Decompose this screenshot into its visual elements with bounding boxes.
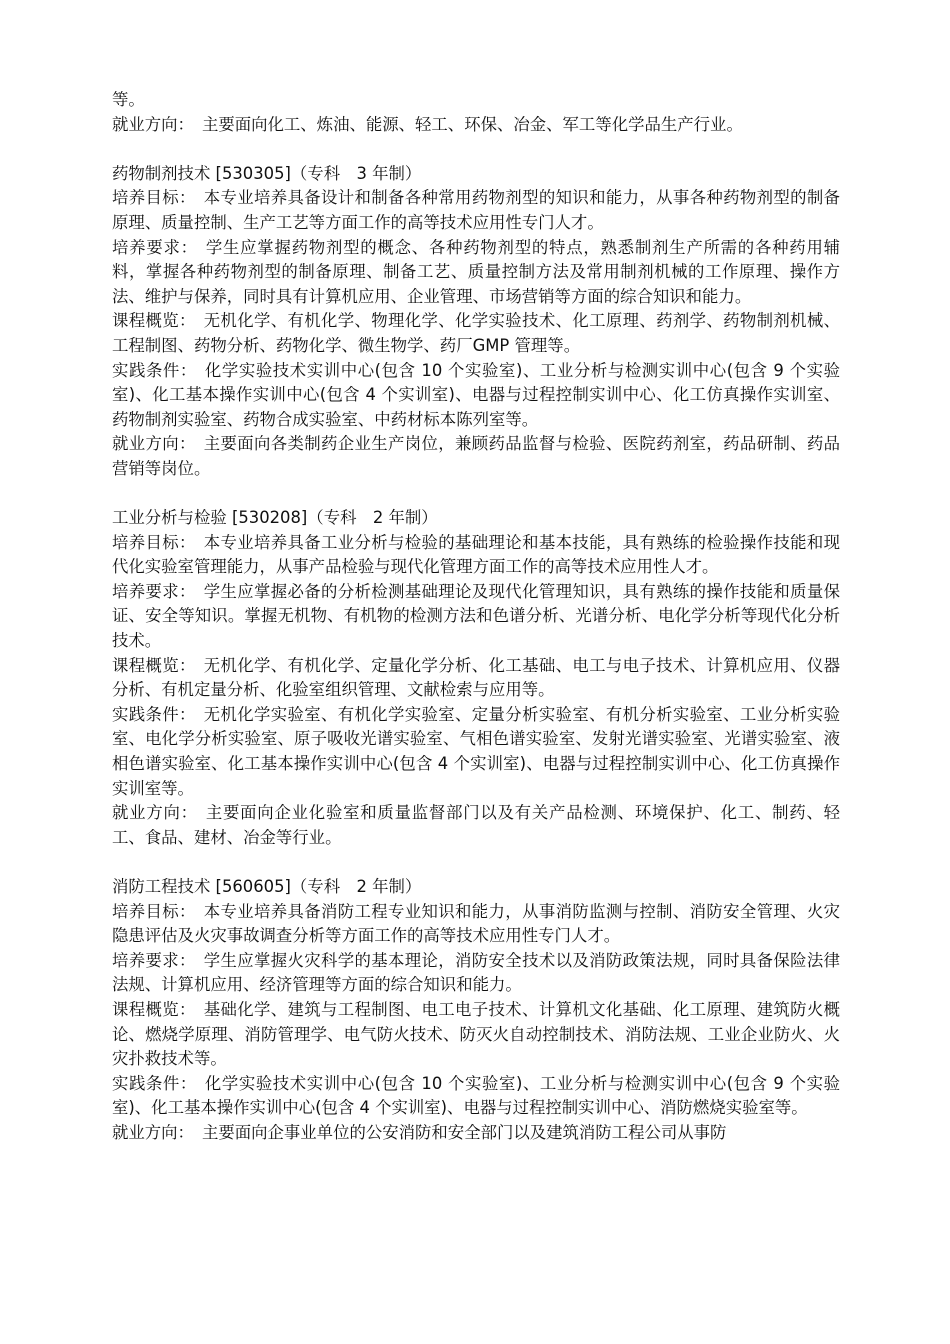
major-practice xyxy=(112,359,840,433)
intro-tail: 等。 xyxy=(112,90,145,109)
goal-text: 本专业培养具备消防工程专业知识和能力，从事消防监测与控制、消防安全管理、火灾隐患评估及火灾事故调查分析等方面工作的高等技术应用性专门人才。 xyxy=(112,901,841,946)
major-section-pharma xyxy=(112,162,840,482)
practice-text: 化学实验技术实训中心(包含 10 个实验室)、工业分析与检测实训中心(包含 9 个实验室)、化工基本操作实训中心(包含 4 个实训室)、电器与过程控制实训中心、消防燃烧实验室等。 xyxy=(112,1073,840,1118)
job-label: 就业方向： xyxy=(112,1122,194,1142)
intro-employment-text: 主要面向化工、炼油、能源、轻工、环保、冶金、军工等化学品生产行业。 xyxy=(201,114,743,134)
course-text: 无机化学、有机化学、定量化学分析、化工基础、电工与电子技术、计算机应用、仪器分析、有机定量分析、化验室组织管理、文献检索与应用等。 xyxy=(112,655,841,700)
course-text: 基础化学、建筑与工程制图、电工电子技术、计算机文化基础、化工原理、建筑防火概论、燃烧学原理、消防管理学、电气防火技术、防灭火自动控制技术、消防法规、工业企业防火、火灾扑救技术等。 xyxy=(112,999,841,1069)
major-title: 药物制剂技术 [530305]（专科 3 年制） xyxy=(112,163,422,183)
req-label: 培养要求： xyxy=(112,237,198,257)
major-requirements xyxy=(112,236,840,310)
course-label: 课程概览： xyxy=(112,999,196,1019)
practice-label: 实践条件： xyxy=(112,704,196,724)
major-goal xyxy=(112,186,840,235)
course-text: 无机化学、有机化学、物理化学、化学实验技术、化工原理、药剂学、药物制剂机械、工程制图、药物分析、药物化学、微生物学、药厂GMP 管理等。 xyxy=(112,311,841,355)
major-requirements xyxy=(112,580,840,654)
goal-label: 培养目标： xyxy=(112,532,196,552)
major-employment xyxy=(112,432,840,481)
major-courses xyxy=(112,654,840,703)
section-gap xyxy=(112,137,840,162)
major-practice xyxy=(112,1072,840,1121)
practice-text: 化学实验技术实训中心(包含 10 个实验室)、工业分析与检测实训中心(包含 9 个实验室)、化工基本操作实训中心(包含 4 个实训室)、电器与过程控制实训中心、化工仿真操作实训室、药物制剂实验室、药物合成实验室、中药材标本陈列室等。 xyxy=(112,360,840,429)
req-label: 培养要求： xyxy=(112,581,196,601)
req-text: 学生应掌握药物剂型的概念、各种药物剂型的特点，熟悉制剂生产所需的各种药用辅料，掌握各种药物剂型的制备原理、制备工艺、质量控制方法及常用制剂机械的工作原理、操作方法、维护与保养，同时具有计算机应用、企业管理、市场营销等方面的综合知识和能力。 xyxy=(112,237,841,306)
section-gap xyxy=(112,482,840,507)
req-text: 学生应掌握火灾科学的基本理论，消防安全技术以及消防政策法规，同时具备保险法律法规、计算机应用、经济管理等方面的综合知识和能力。 xyxy=(112,950,841,995)
job-text: 主要面向各类制药企业生产岗位，兼顾药品监督与检验、医院药剂室，药品研制、药品营销等岗位。 xyxy=(112,434,841,478)
major-section-analysis xyxy=(112,506,840,850)
major-practice xyxy=(112,703,840,801)
major-title: 消防工程技术 [560605]（专科 2 年制） xyxy=(112,877,422,896)
req-text: 学生应掌握必备的分析检测基础理论及现代化管理知识，具有熟练的操作技能和质量保证、安全等知识。掌握无机物、有机物的检测方法和色谱分析、光谱分析、电化学分析等现代化分析技术。 xyxy=(112,581,841,651)
major-goal xyxy=(112,900,840,949)
practice-text: 无机化学实验室、有机化学实验室、定量分析实验室、有机分析实验室、工业分析实验室、电化学分析实验室、原子吸收光谱实验室、气相色谱实验室、发射光谱实验室、光谱实验室、液相色谱实验室、化工基本操作实训中心(包含 4 个实训室)、电器与过程控制实训中心、化工仿真操作实训室等。 xyxy=(112,704,841,798)
req-label: 培养要求： xyxy=(112,950,196,970)
major-section-fire xyxy=(112,875,840,1146)
major-courses xyxy=(112,309,840,358)
practice-label: 实践条件： xyxy=(112,1073,197,1093)
job-label: 就业方向： xyxy=(112,803,198,823)
job-label: 就业方向： xyxy=(112,434,196,454)
practice-label: 实践条件： xyxy=(112,360,197,380)
goal-label: 培养目标： xyxy=(112,188,196,208)
goal-label: 培养目标： xyxy=(112,901,196,921)
major-requirements xyxy=(112,949,840,998)
goal-text: 本专业培养具备工业分析与检验的基础理论和基本技能，具有熟练的检验操作技能和现代化实验室管理能力，从事产品检验与现代化管理方面工作的高等技术应用性人才。 xyxy=(112,532,841,577)
document-page xyxy=(112,88,840,1146)
course-label: 课程概览： xyxy=(112,311,196,331)
major-title: 工业分析与检验 [530208]（专科 2 年制） xyxy=(112,508,438,528)
major-courses xyxy=(112,998,840,1072)
job-text: 主要面向企事业单位的公安消防和安全部门以及建筑消防工程公司从事防 xyxy=(201,1122,727,1142)
intro-employment-label: 就业方向： xyxy=(112,114,194,134)
section-gap xyxy=(112,850,840,875)
job-text: 主要面向企业化验室和质量监督部门以及有关产品检测、环境保护、化工、制药、轻工、食品、建材、冶金等行业。 xyxy=(112,803,841,847)
goal-text: 本专业培养具备设计和制备各种常用药物剂型的知识和能力，从事各种药物剂型的制备原理、质量控制、生产工艺等方面工作的高等技术应用性专门人才。 xyxy=(112,188,841,232)
major-employment xyxy=(112,801,840,850)
major-employment xyxy=(112,1121,840,1146)
major-goal xyxy=(112,531,840,580)
intro-employment xyxy=(112,113,840,138)
course-label: 课程概览： xyxy=(112,655,196,675)
